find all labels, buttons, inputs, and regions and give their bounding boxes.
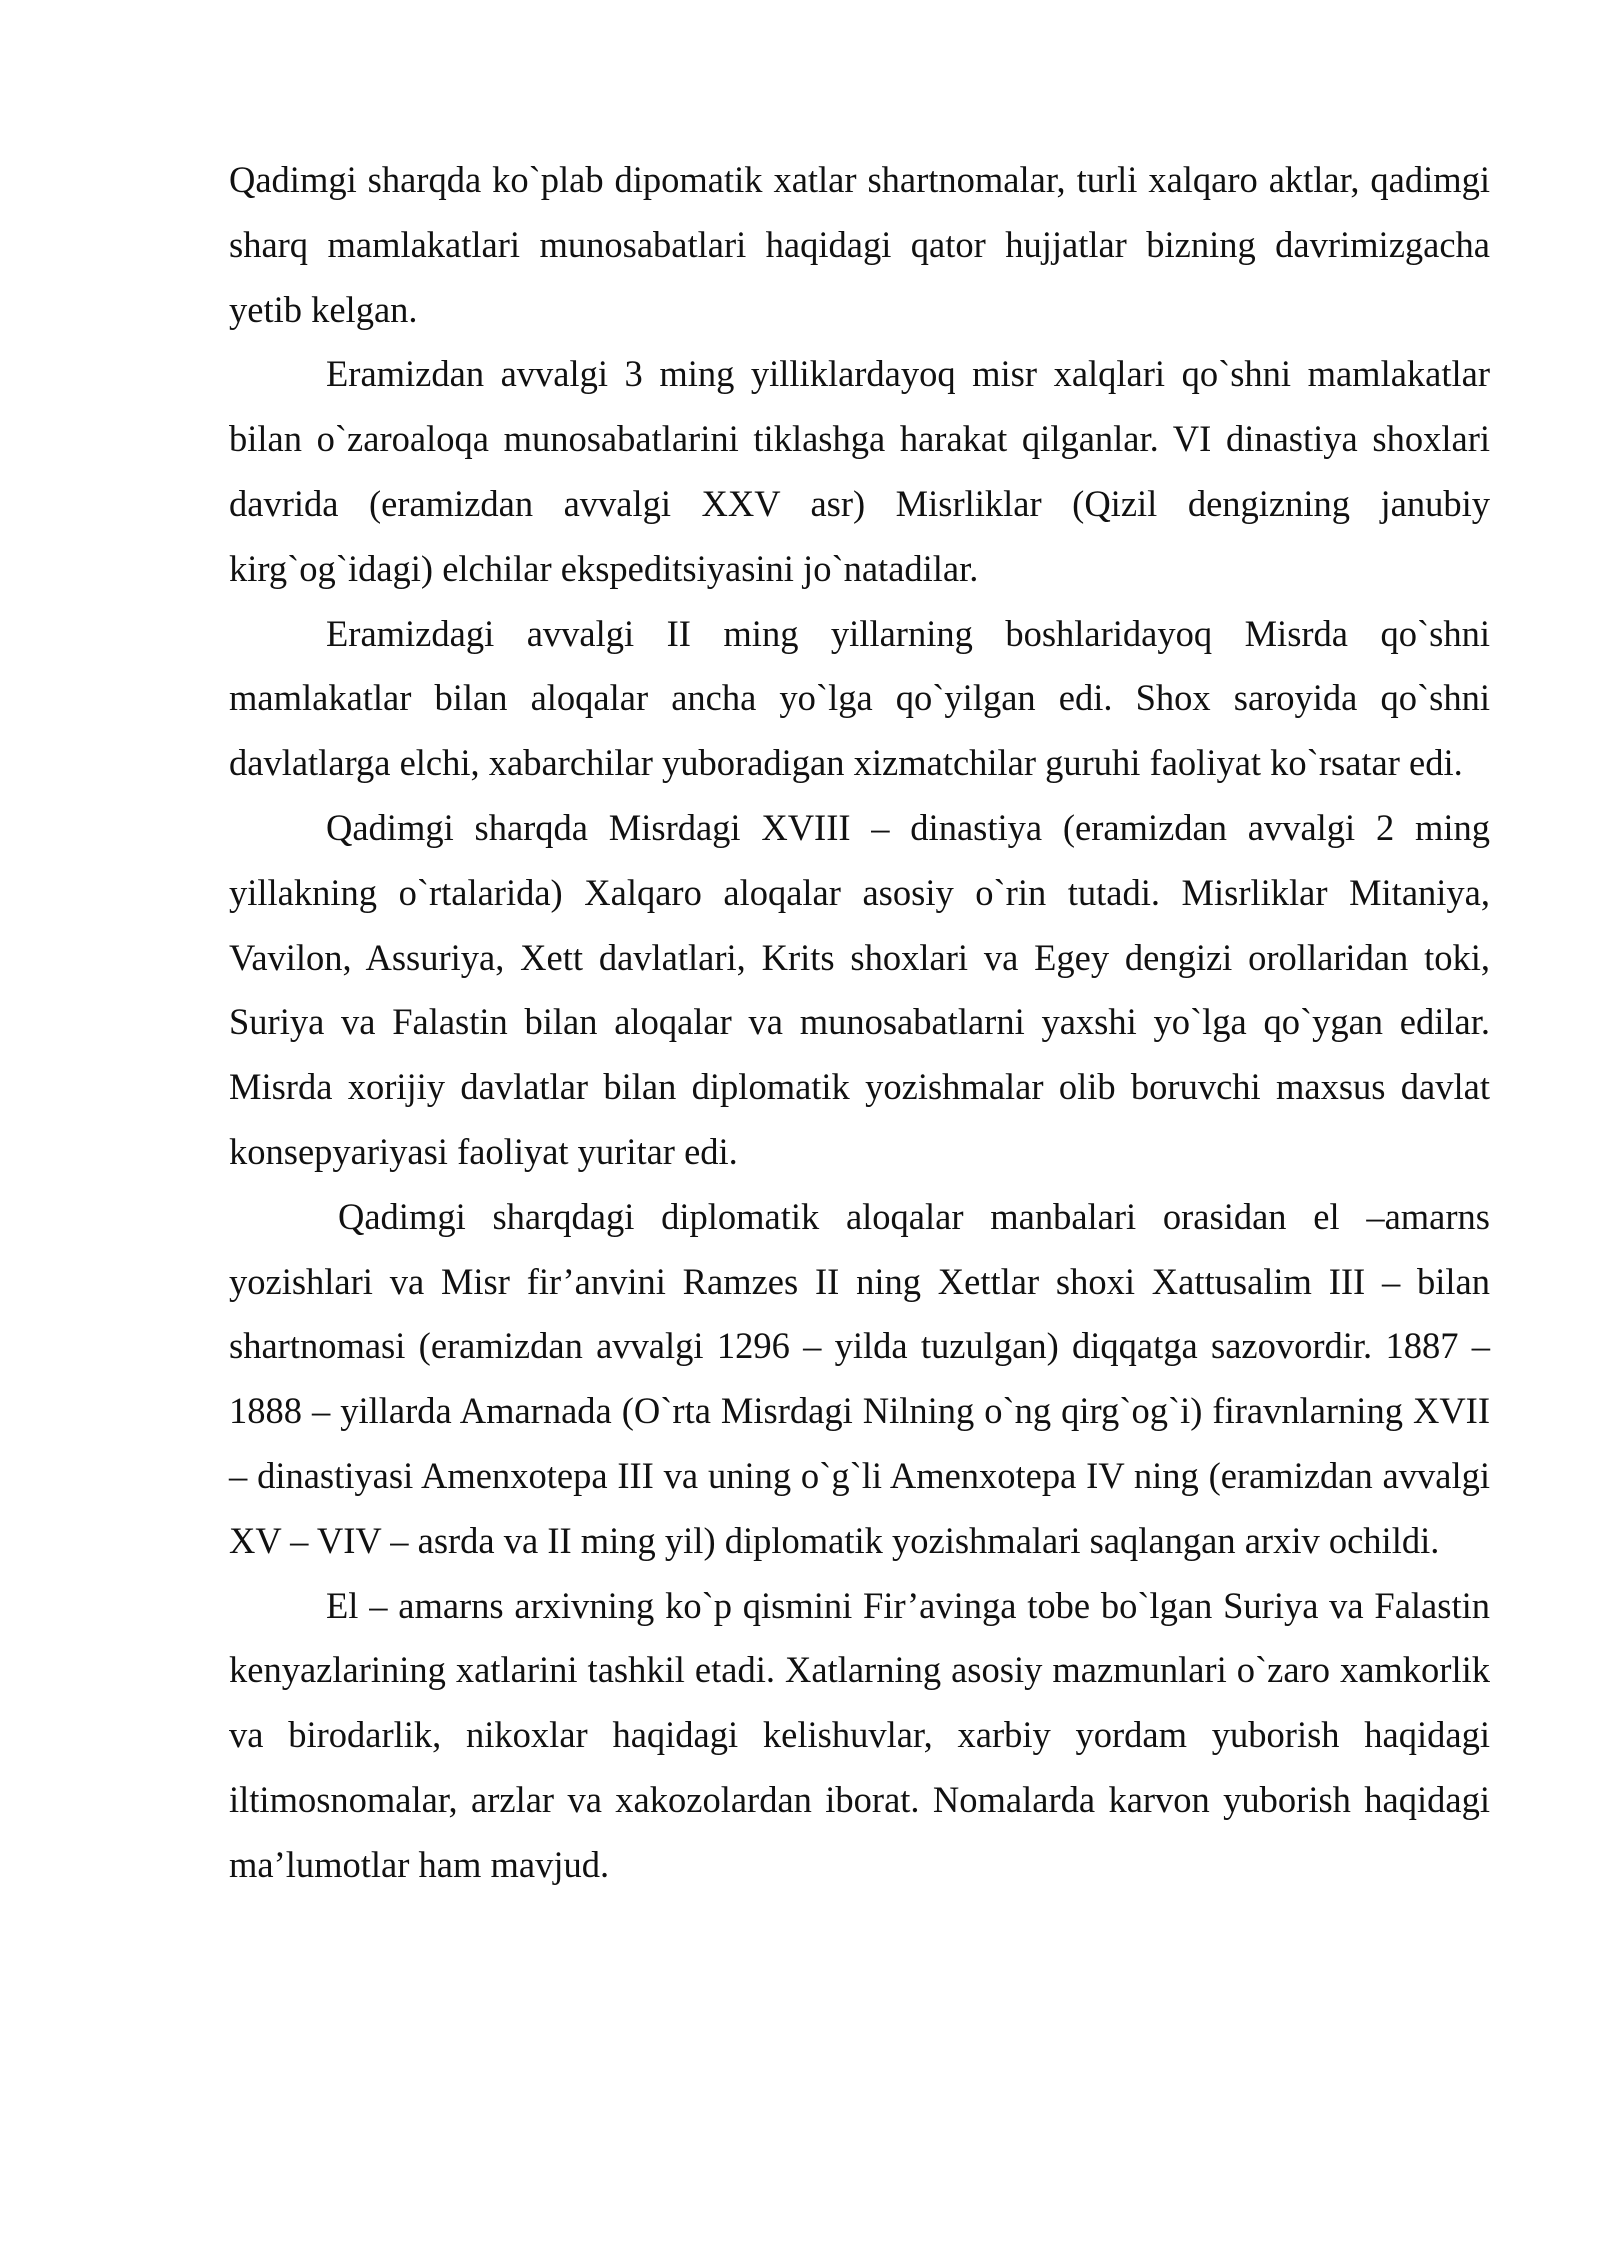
- paragraph-3: Eramizdagi avvalgi II ming yillarning boshlaridayoq Misrda qo`shni mamlakatlar bilan aloqalar ancha yo`lga qo`yilgan edi. Shox saroyida qo`shni davlatlarga elchi, xabarchilar yuboradigan xizmatchilar guruhi faoliyat ko`rsatar edi.: [229, 612, 1490, 784]
- paragraph-5: Qadimgi sharqdagi diplomatik aloqalar manbalari orasidan el –amarns yozishlari va Misr fir’anvini Ramzes II ning Xettlar shoxi Xattusalim III – bilan shartnomasi (eramizdan avvalgi 1296 – yilda tuzulgan) diqqatga sazovordir. 1887 –1888 – yillarda Amarnada (O`rta Misrdagi Nilning o`ng qirg`og`i) firavnlarning XVII – dinastiyasi Amenxotepa III va uning o`g`li Amenxotepa IV ning (eramizdan avvalgi XV – VIV – asrda va II ming yil) diplomatik yozishmalari saqlangan arxiv ochildi.: [229, 1195, 1490, 1561]
- paragraph-4: Qadimgi sharqda Misrdagi XVIII – dinastiya (eramizdan avvalgi 2 ming yillakning o`rtalarida) Xalqaro aloqalar asosiy o`rin tutadi. Misrliklar Mitaniya, Vavilon, Assuriya, Xett davlatlari, Krits shoxlari va Egey dengizi orollaridan toki, Suriya va Falastin bilan aloqalar va munosabatlarni yaxshi yo`lga qo`ygan edilar. Misrda xorijiy davlatlar bilan diplomatik yozishmalar olib boruvchi maxsus davlat konsepyariyasi faoliyat yuritar edi.: [229, 806, 1490, 1172]
- paragraph-2: Eramizdan avvalgi 3 ming yilliklardayoq misr xalqlari qo`shni mamlakatlar bilan o`zaroaloqa munosabatlarini tiklashga harakat qilganlar. VI dinastiya shoxlari davrida (eramizdan avvalgi XXV asr) Misrliklar (Qizil dengizning janubiy kirg`og`idagi) elchilar ekspeditsiyasini jo`natadilar.: [229, 353, 1490, 589]
- document-page: [229, 148, 1490, 1898]
- paragraph-1: Qadimgi sharqda ko`plab dipomatik xatlar shartnomalar, turli xalqaro aktlar, qadimgi sharq mamlakatlari munosabatlari haqidagi qator hujjatlar bizning davrimizgacha yetib kelgan.: [229, 159, 1490, 330]
- paragraph-6: El – amarns arxivning ko`p qismini Fir’avinga tobe bo`lgan Suriya va Falastin kenyazlarining xatlarini tashkil etadi. Xatlarning asosiy mazmunlari o`zaro xamkorlik va birodarlik, nikoxlar haqidagi kelishuvlar, xarbiy yordam yuborish haqidagi iltimosnomalar, arzlar va xakozolardan iborat. Nomalarda karvon yuborish haqidagi ma’lumotlar ham mavjud.: [229, 1584, 1490, 1885]
